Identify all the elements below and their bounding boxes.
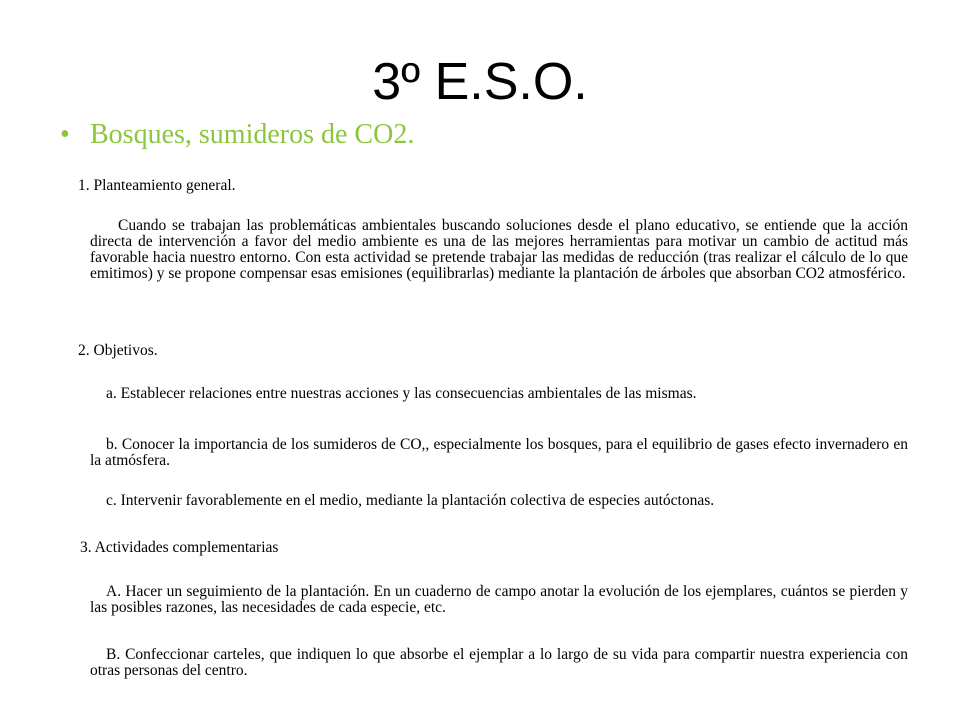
slide-title: 3º E.S.O. bbox=[372, 53, 588, 111]
slide-heading: Bosques, sumideros de CO2. bbox=[90, 119, 415, 150]
objective-b: b. Conocer la importancia de los sumideros de CO,, especialmente los bosques, para el equilibrio de gases efecto invernadero en la atmósfera. bbox=[90, 436, 908, 469]
slide-heading-row bbox=[60, 118, 414, 152]
activity-a: A. Hacer un seguimiento de la plantación. En un cuaderno de campo anotar la evolución de los ejemplares, cuántos se pierden y las posibles razones, las necesidades de cada especie, etc. bbox=[90, 583, 908, 616]
section-2-title: 2. Objetivos. bbox=[78, 342, 158, 359]
bullet-icon: • bbox=[60, 119, 70, 150]
section-1-body: Cuando se trabajan las problemáticas ambientales buscando soluciones desde el plano educativo, se entiende que la acción directa de intervención a favor del medio ambiente es una de las mejores herramientas para motivar un cambio de actitud más favorable hacia nuestro entorno. Con esta actividad se pretende trabajar las medidas de reducción (tras realizar el cálculo de lo que emitimos) y se propone compensar esas emisiones (equilibrarlas) mediante la plantación de árboles que absorban CO2 atmosférico. bbox=[90, 217, 908, 282]
objective-c: c. Intervenir favorablemente en el medio, mediante la plantación colectiva de especies autóctonas. bbox=[106, 492, 715, 509]
activity-b: B. Confeccionar carteles, que indiquen lo que absorbe el ejemplar a lo largo de su vida para compartir nuestra experiencia con otras personas del centro. bbox=[90, 646, 908, 679]
objective-a: a. Establecer relaciones entre nuestras acciones y las consecuencias ambientales de las mismas. bbox=[106, 385, 697, 402]
section-1-title: 1. Planteamiento general. bbox=[78, 177, 236, 194]
section-3-title: 3. Actividades complementarias bbox=[80, 539, 279, 556]
